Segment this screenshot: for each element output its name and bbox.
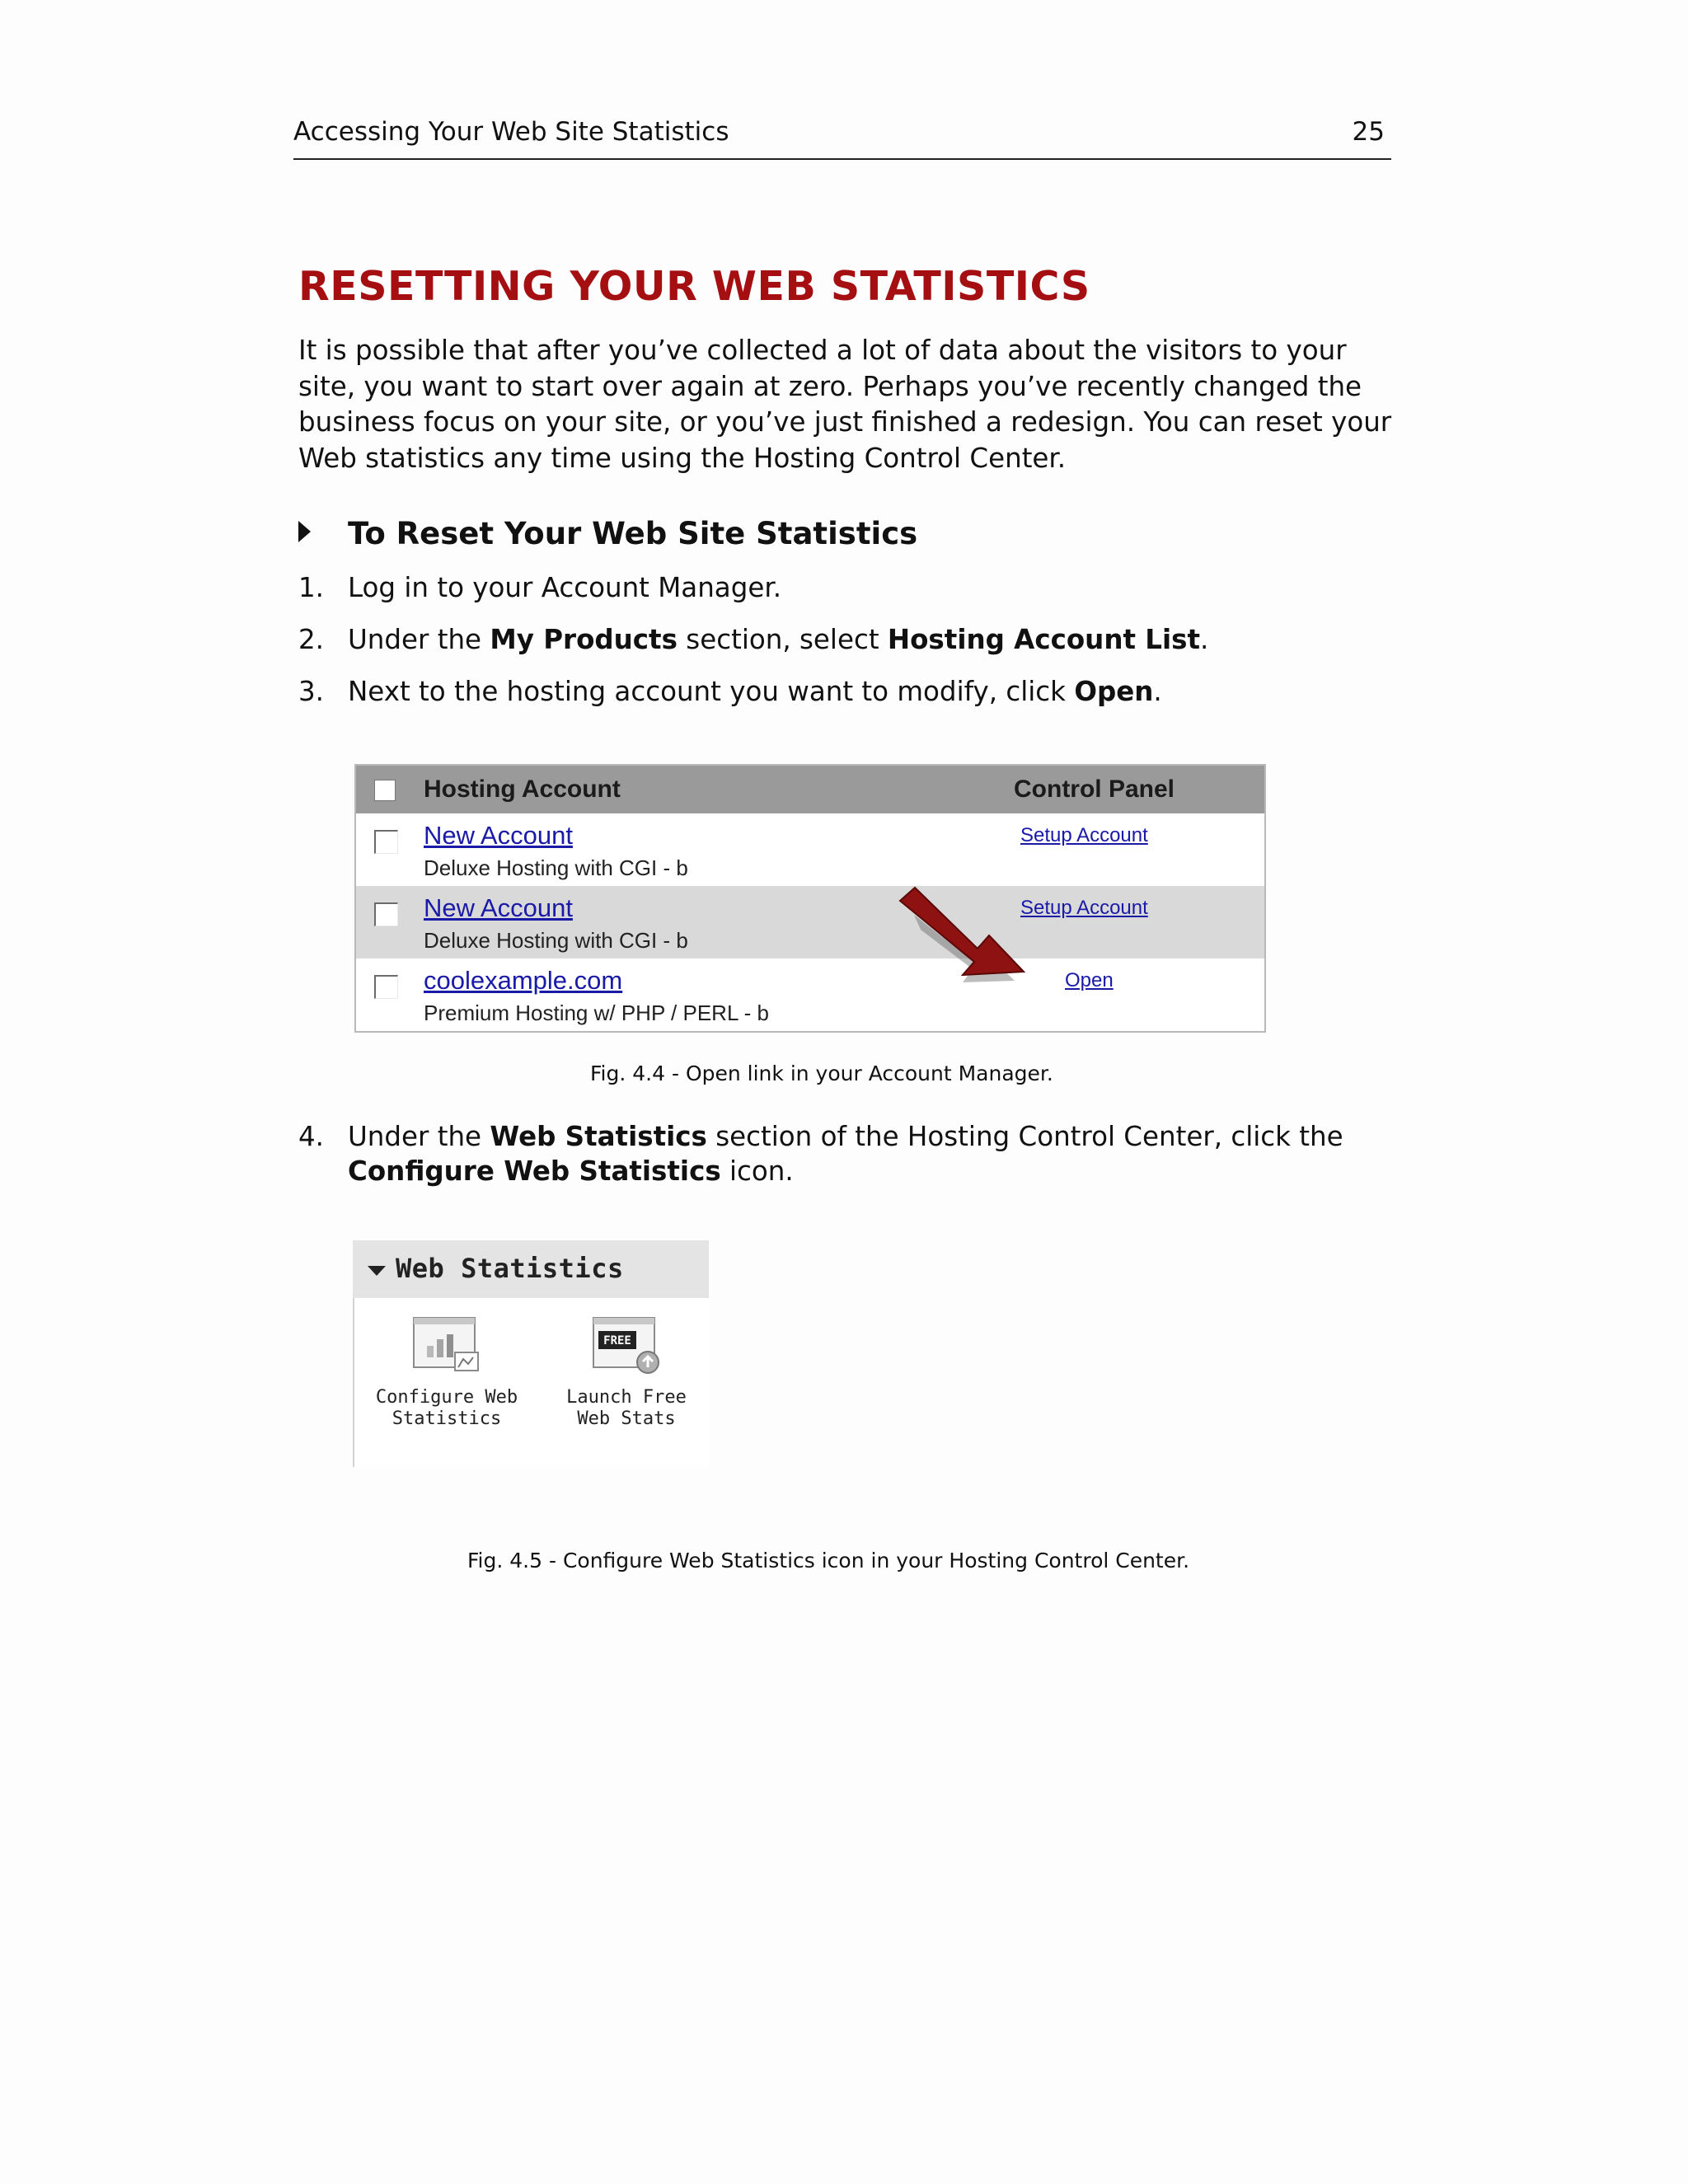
section-title: RESETTING YOUR WEB STATISTICS xyxy=(298,263,1090,310)
column-header-control-panel: Control Panel xyxy=(1014,776,1175,803)
procedure-title: To Reset Your Web Site Statistics xyxy=(348,516,918,551)
step-text-run: Under the xyxy=(348,624,490,655)
step-text xyxy=(348,570,1403,605)
account-name-link[interactable]: New Account xyxy=(424,821,573,850)
running-header xyxy=(293,115,1391,160)
configure-web-statistics-button[interactable] xyxy=(364,1316,529,1430)
table-row xyxy=(356,886,1264,958)
account-plan: Premium Hosting w/ PHP / PERL - b xyxy=(424,1001,770,1025)
step-bold-text: Configure Web Statistics xyxy=(348,1155,721,1187)
step-text-run: Log in to your Account Manager. xyxy=(348,572,782,603)
web-statistics-panel xyxy=(353,1240,709,1467)
setup-account-link[interactable]: Setup Account xyxy=(1020,824,1148,846)
step-bold-text: Web Statistics xyxy=(490,1121,707,1152)
launch-free-web-stats-icon xyxy=(592,1316,661,1376)
row-checkbox[interactable] xyxy=(374,975,398,999)
step-bold-text: My Products xyxy=(490,624,678,655)
account-name-link[interactable]: coolexample.com xyxy=(424,966,623,995)
row-checkbox[interactable] xyxy=(374,830,398,854)
figure-4-5-caption: Fig. 4.5 - Configure Web Statistics icon in your Hosting Control Center. xyxy=(467,1549,1190,1572)
step-text xyxy=(348,1119,1403,1188)
step-text-run: Under the xyxy=(348,1121,490,1152)
launch-free-web-stats-label: Launch Free Web Stats xyxy=(566,1387,687,1429)
row-checkbox[interactable] xyxy=(374,902,398,926)
account-name-link[interactable]: New Account xyxy=(424,893,573,922)
step-text-run: Next to the hosting account you want to modify, click xyxy=(348,676,1075,707)
step-text-run: icon. xyxy=(720,1155,794,1187)
triangle-bullet-icon xyxy=(298,521,311,542)
table-row xyxy=(356,813,1264,886)
select-all-checkbox[interactable] xyxy=(374,780,396,801)
web-statistics-panel-header[interactable] xyxy=(353,1240,709,1298)
web-statistics-panel-body xyxy=(353,1298,709,1467)
step-text-run: . xyxy=(1153,676,1162,707)
setup-account-link[interactable]: Setup Account xyxy=(1020,897,1148,919)
account-plan: Deluxe Hosting with CGI - b xyxy=(424,928,688,953)
column-header-hosting-account: Hosting Account xyxy=(424,776,621,803)
figure-4-4-caption: Fig. 4.4 - Open link in your Account Manager. xyxy=(590,1062,1053,1085)
web-statistics-title: Web Statistics xyxy=(396,1253,624,1284)
free-badge: FREE xyxy=(603,1334,631,1347)
step-number: 2. xyxy=(298,624,325,655)
step-bold-text: Hosting Account List xyxy=(887,624,1201,655)
open-link[interactable]: Open xyxy=(1065,969,1114,991)
configure-web-statistics-label: Configure Web Statistics xyxy=(375,1387,518,1429)
step-text-run: . xyxy=(1200,624,1209,655)
step-bold-text: Open xyxy=(1074,676,1154,707)
hosting-account-table xyxy=(354,764,1266,1033)
step-text xyxy=(348,622,1403,657)
configure-web-statistics-icon xyxy=(412,1316,481,1376)
table-header xyxy=(356,766,1264,813)
step-number: 3. xyxy=(298,676,325,707)
step-text-run: section of the Hosting Control Center, click the xyxy=(706,1121,1343,1152)
step-number: 4. xyxy=(298,1121,325,1152)
launch-free-web-stats-button[interactable] xyxy=(544,1316,709,1430)
page-number: 25 xyxy=(1352,117,1385,147)
red-arrow-icon xyxy=(882,878,1047,993)
step-text-run: section, select xyxy=(677,624,888,655)
table-row xyxy=(356,958,1264,1031)
step-number: 1. xyxy=(298,572,325,603)
account-plan: Deluxe Hosting with CGI - b xyxy=(424,855,688,880)
step-text xyxy=(348,674,1403,709)
running-header-title: Accessing Your Web Site Statistics xyxy=(293,117,729,147)
collapse-arrow-icon xyxy=(368,1266,386,1276)
intro-paragraph: It is possible that after you’ve collected a lot of data about the visitors to your site, you want to start over again at zero. Perhaps you’ve recently changed the business focus on your site, or you’ve just finished a redesign. You can reset your Web statistics any time using the Hosting Control Center. xyxy=(298,335,1392,474)
